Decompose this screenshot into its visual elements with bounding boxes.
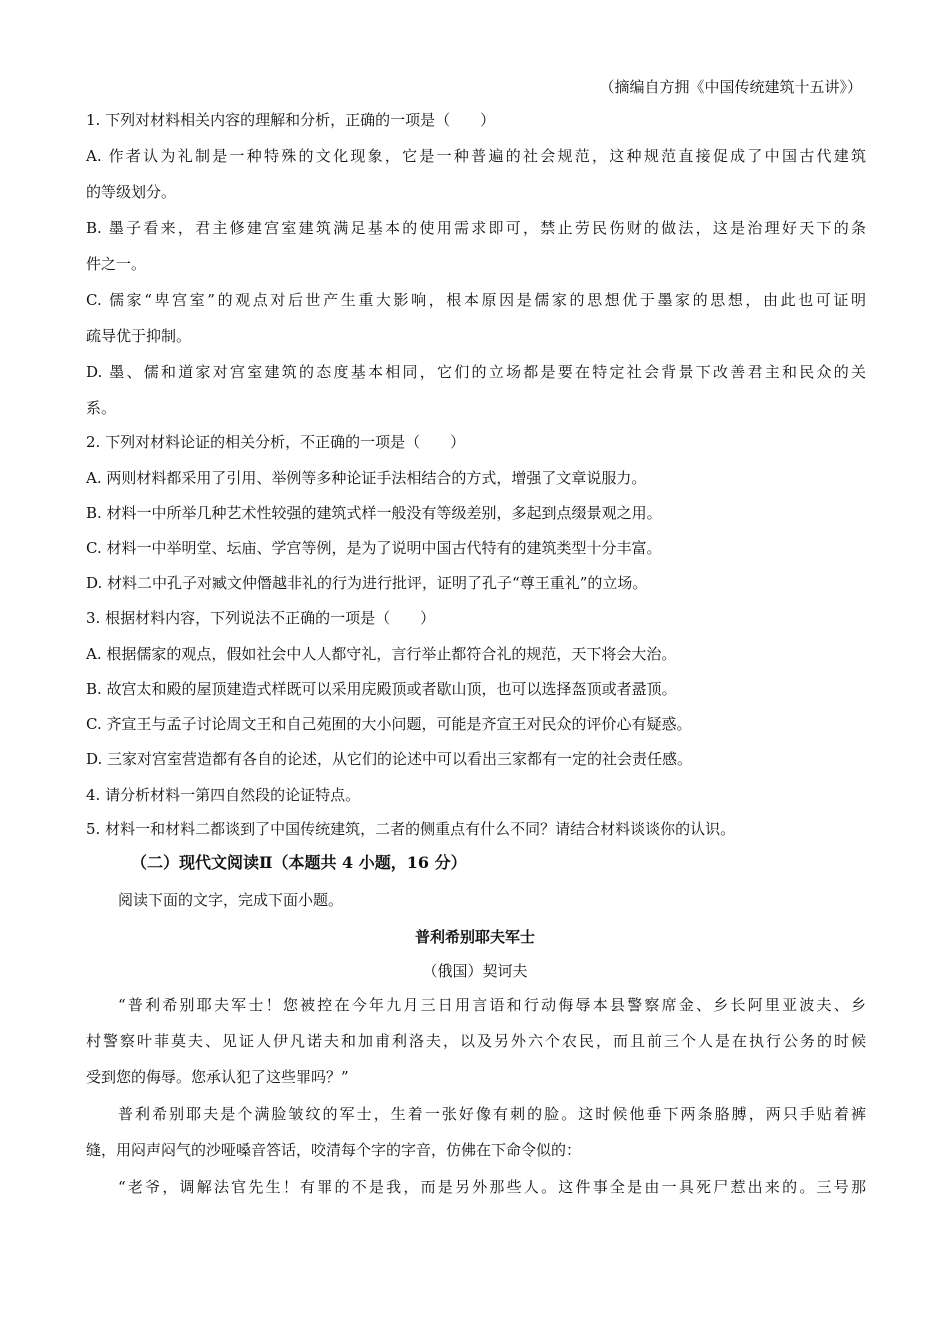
story-line: “普利希别耶夫军士！您被控在今年九月三日用言语和行动侮辱本县警察席金、乡长阿里亚波夫、乡 [118, 996, 866, 1014]
story-line: 普利希别耶夫是个满脸皱纹的军士，生着一张好像有刺的脸。这时候他垂下两条胳膊，两只手贴着裤 [118, 1105, 866, 1123]
reading-instruction: 阅读下面的文字，完成下面小题。 [118, 891, 344, 909]
question-3-option-b: B. 故宫太和殿的屋顶建造式样既可以采用庑殿顶或者歇山顶，也可以选择盔顶或者盝顶。 [86, 680, 677, 698]
question-3-option-c: C. 齐宣王与孟子讨论周文王和自己苑囿的大小问题，可能是齐宣王对民众的评价心有疑惑。 [86, 715, 692, 733]
story-line: 村警察叶菲莫夫、见证人伊凡诺夫和加甫利洛夫，以及另外六个农民，而且前三个人是在执行公务的时候 [86, 1032, 866, 1050]
question-2-option-d: D. 材料二中孔子对臧文仲僭越非礼的行为进行批评，证明了孔子“尊王重礼”的立场。 [86, 574, 648, 592]
question-1-option-c: C. 儒家“卑宫室”的观点对后世产生重大影响，根本原因是儒家的思想优于墨家的思想，由此也可证明 [86, 291, 866, 309]
question-3-option-a: A. 根据儒家的观点，假如社会中人人都守礼，言行举止都符合礼的规范，天下将会大治。 [86, 645, 677, 663]
question-1-option-b: B. 墨子看来，君主修建宫室建筑满足基本的使用需求即可，禁止劳民伤财的做法，这是治理好天下的条 [86, 219, 866, 237]
question-1-option-d: D. 墨、儒和道家对宫室建筑的态度基本相同，它们的立场都是要在特定社会背景下改善君主和民众的关 [86, 363, 866, 381]
story-line: 受到您的侮辱。您承认犯了这些罪吗？” [86, 1068, 349, 1086]
source-note: （摘编自方拥《中国传统建筑十五讲》） [599, 78, 862, 96]
question-1-option-c-cont: 疏导优于抑制。 [86, 327, 192, 345]
story-line: 缝，用闷声闷气的沙哑嗓音答话，咬清每个字的字音，仿佛在下命令似的： [86, 1141, 582, 1159]
question-1-option-d-cont: 系。 [86, 399, 117, 417]
question-2-option-b: B. 材料一中所举几种艺术性较强的建筑式样一般没有等级差别，多起到点缀景观之用。 [86, 504, 662, 522]
story-line: “老爷，调解法官先生！有罪的不是我，而是另外那些人。这件事全是由一具死尸惹出来的。三号那 [118, 1178, 866, 1196]
question-1-option-a-cont: 的等级划分。 [86, 183, 177, 201]
question-5-stem: 5. 材料一和材料二都谈到了中国传统建筑，二者的侧重点有什么不同？请结合材料谈谈你的认识。 [86, 820, 736, 838]
question-1-option-b-cont: 件之一。 [86, 255, 147, 273]
question-4-stem: 4. 请分析材料一第四自然段的论证特点。 [86, 786, 361, 804]
question-1-stem: 1. 下列对材料相关内容的理解和分析，正确的一项是（ ） [86, 111, 496, 129]
question-3-option-d: D. 三家对宫室营造都有各自的论述，从它们的论述中可以看出三家都有一定的社会责任感。 [86, 750, 693, 768]
story-author: （俄国）契诃夫 [422, 962, 528, 980]
question-2-option-c: C. 材料一中举明堂、坛庙、学宫等例，是为了说明中国古代特有的建筑类型十分丰富。 [86, 539, 662, 557]
question-3-stem: 3. 根据材料内容，下列说法不正确的一项是（ ） [86, 609, 436, 627]
question-2-option-a: A. 两则材料都采用了引用、举例等多种论证手法相结合的方式，增强了文章说服力。 [86, 469, 647, 487]
section-heading: （二）现代文阅读Ⅱ（本题共 4 小题，16 分） [131, 853, 467, 872]
story-title: 普利希别耶夫军士 [414, 928, 535, 946]
question-2-stem: 2. 下列对材料论证的相关分析，不正确的一项是（ ） [86, 433, 466, 451]
question-1-option-a: A. 作者认为礼制是一种特殊的文化现象，它是一种普遍的社会规范，这种规范直接促成了中国古代建筑 [86, 147, 866, 165]
